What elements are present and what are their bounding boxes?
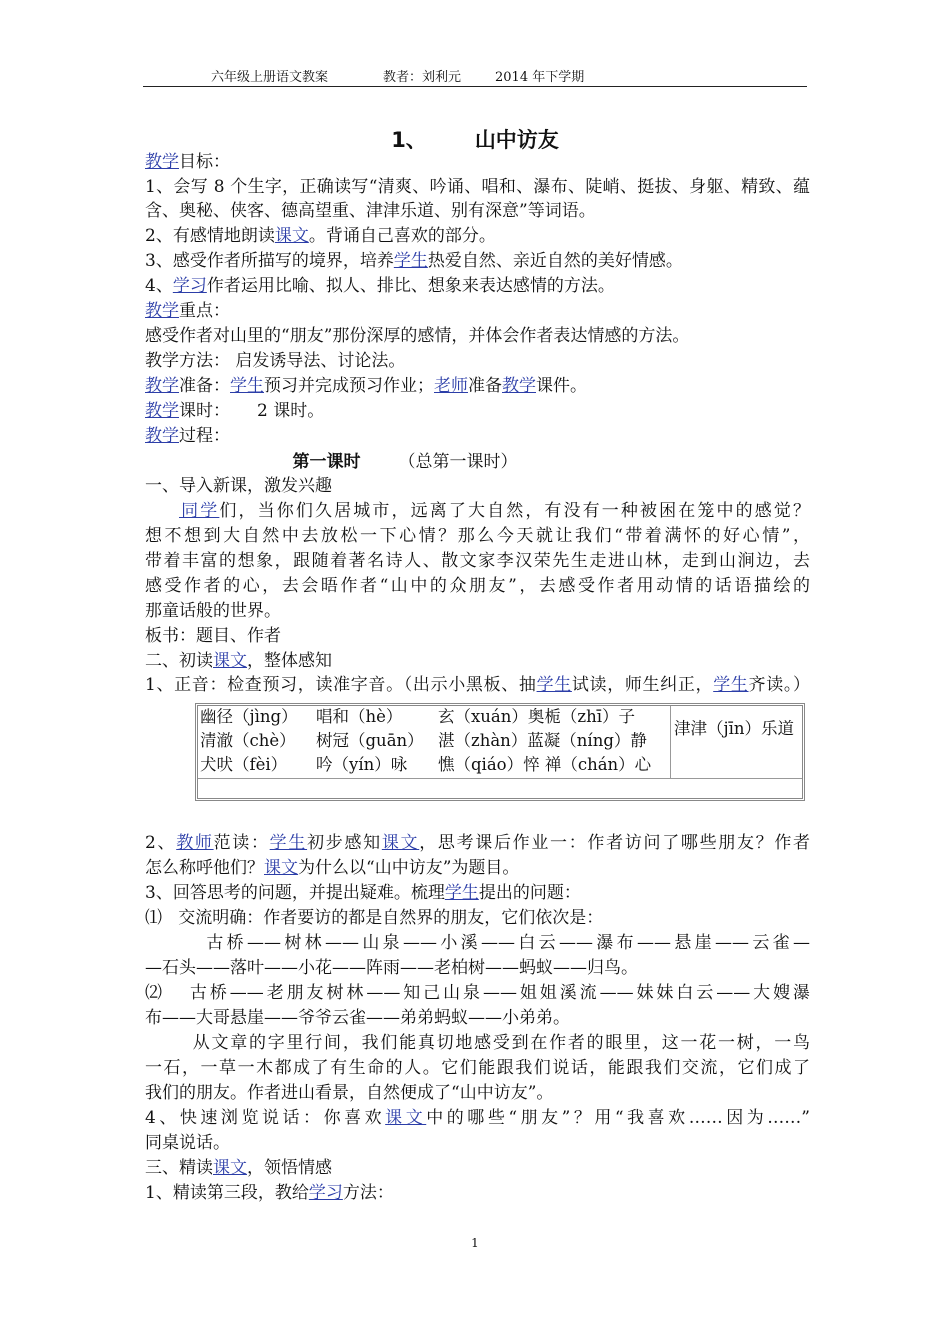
link-jiaoxue[interactable]: 教学	[145, 152, 179, 172]
section-1-line-1: 同学们，当你们久居城市，远离了大自然，有没有一种被困在笼中的感觉？	[179, 501, 811, 521]
objective-3: 3、感受作者所描写的境界，培养学生热爱自然、亲近自然的美好情感。	[145, 251, 683, 271]
link-kewen[interactable]: 课文	[381, 833, 420, 853]
objectives-label: 教学目标：	[145, 152, 230, 172]
pinyin-cell: 玄（xuán）奥栀（zhī）子	[438, 707, 635, 726]
page-number: 1	[471, 1236, 479, 1250]
pinyin-cell: 唱和（hè）	[316, 707, 403, 726]
pinyin-side-cell: 津津（jīn）乐道	[674, 719, 795, 738]
link-xuesheng[interactable]: 学生	[269, 833, 308, 853]
summary-line-1: 从文章的字里行间，我们能真切地感受到在作者的眼里，这一花一树，一鸟	[191, 1033, 810, 1053]
question-1: ⑴ 交流明确：作者要访的都是自然界的朋友，它们依次是：	[145, 908, 604, 928]
page-header	[143, 64, 807, 87]
objective-1-line-2: 含、奥秘、侠客、德高望重、津津乐道、别有深意”等词语。	[145, 201, 596, 221]
section-1-line-5: 那童话般的世界。	[145, 601, 281, 621]
section-2-heading: 二、初读课文，整体感知	[145, 651, 332, 671]
teaching-prep: 教学准备：学生预习并完成预习作业；老师准备教学课件。	[145, 376, 587, 396]
teaching-hours: 教学课时： 2 课时。	[145, 401, 325, 421]
section-1-line-4: 感受作者的心，去会晤作者“山中的众朋友”，去感受作者用动情的话语描绘的	[145, 576, 810, 596]
pinyin-cell: 吟（yín）咏	[316, 755, 408, 774]
friends-list-line-1: 古桥——树林——山泉——小溪——白云——瀑布——悬崖——云雀—	[203, 933, 810, 953]
link-xuesheng[interactable]: 学生	[393, 251, 428, 271]
link-xuexi[interactable]: 学习	[172, 276, 207, 296]
model-reading-step: 2、教师范读：学生初步感知课文，思考课后作业一：作者访问了哪些朋友？作者	[145, 833, 811, 853]
pinyin-cell: 树冠（guān）	[316, 731, 424, 750]
lesson-title: 第一课时	[292, 452, 361, 472]
header-course: 六年级上册语文教案	[211, 70, 329, 85]
table-divider	[670, 706, 671, 778]
teaching-method: 教学方法： 启发诱导法、讨论法。	[145, 351, 406, 371]
model-reading-line-2: 怎么称呼他们？课文为什么以“山中访友”为题目。	[145, 858, 520, 878]
link-kewen[interactable]: 课文	[213, 1158, 247, 1178]
link-kewen[interactable]: 课文	[385, 1108, 427, 1128]
link-kewen[interactable]: 课文	[264, 858, 298, 878]
section-1-line-2: 想不想到大自然中去放松一下心情？那么今天就让我们“带着满怀的好心情”，	[145, 526, 810, 546]
link-jiaoxue[interactable]: 教学	[502, 376, 536, 396]
board-note: 板书：题目、作者	[145, 626, 281, 646]
question-2: ⑵ 古桥——老朋友树林——知己山泉——姐姐溪流——妹妹白云——大嫂瀑	[145, 983, 810, 1003]
pronunciation-step: 1、正音：检查预习，读准字音。（出示小黑板、抽学生试读，师生纠正，学生齐读。）	[145, 675, 811, 695]
answer-step: 3、回答思考的问题，并提出疑难。梳理学生提出的问题：	[145, 883, 581, 903]
pinyin-cell: 湛（zhàn）蓝凝（níng）静	[438, 731, 647, 750]
link-xuesheng[interactable]: 学生	[230, 376, 264, 396]
browse-step: 4、快速浏览说话：你喜欢课文中的哪些“朋友”？用“我喜欢……因为……”	[145, 1108, 810, 1128]
header-term: 2014 年下学期	[495, 70, 585, 85]
focus-label: 教学重点：	[145, 301, 230, 321]
link-jiaoxue[interactable]: 教学	[145, 376, 179, 396]
table-divider	[198, 778, 802, 779]
section-1-heading: 一、导入新课，激发兴趣	[145, 476, 332, 496]
objective-2: 2、有感情地朗读课文。背诵自己喜欢的部分。	[145, 226, 496, 246]
section-3-step-1: 1、精读第三段，教给学习方法：	[145, 1183, 394, 1203]
question-2-line-2: 布——大哥悬崖——爷爷云雀——弟弟蚂蚁——小弟弟。	[145, 1008, 570, 1028]
title-number: 1、	[391, 128, 427, 152]
section-1-line-3: 带着丰富的想象，跟随着著名诗人、散文家李汉荣先生走进山林，走到山涧边，去	[145, 551, 810, 571]
title-text: 山中访友	[474, 128, 559, 152]
lesson-heading	[145, 450, 665, 474]
summary-line-2: 一石，一草一木都成了有生命的人。它们能跟我们说话，能跟我们交流，它们成了	[145, 1058, 810, 1078]
link-jiaoshi[interactable]: 教师	[176, 833, 214, 853]
link-xuesheng[interactable]: 学生	[536, 675, 572, 695]
section-3-heading: 三、精读课文，领悟情感	[145, 1158, 332, 1178]
link-jiaoxue[interactable]: 教学	[145, 426, 179, 446]
pinyin-cell: 憔（qiáo）悴 禅（chán）心	[438, 755, 652, 774]
pinyin-cell: 清澈（chè）	[200, 731, 296, 750]
browse-step-line-2: 同桌说话。	[145, 1133, 230, 1153]
pinyin-cell: 犬吠（fèi）	[200, 755, 288, 774]
link-jiaoxue[interactable]: 教学	[145, 301, 179, 321]
friends-list-line-2: —石头——落叶——小花——阵雨——老柏树——蚂蚁——归鸟。	[145, 958, 638, 978]
link-xuexi[interactable]: 学习	[308, 1183, 343, 1203]
objective-4: 4、学习作者运用比喻、拟人、排比、想象来表达感情的方法。	[145, 276, 615, 296]
link-kewen[interactable]: 课文	[213, 651, 247, 671]
link-xuesheng[interactable]: 学生	[444, 883, 479, 903]
link-jiaoxue[interactable]: 教学	[145, 401, 179, 421]
objective-1-line-1: 1、会写 8 个生字，正确读写“清爽、吟诵、唱和、瀑布、陡峭、挺拔、身躯、精致、蕴	[145, 177, 810, 197]
pinyin-table	[195, 703, 805, 801]
teaching-process: 教学过程：	[145, 426, 230, 446]
pinyin-cell: 幽径（jìng）	[200, 707, 298, 726]
lesson-note: （总第一课时）	[398, 452, 518, 472]
header-teacher: 教者：刘利元	[383, 70, 462, 85]
link-laoshi[interactable]: 老师	[434, 376, 468, 396]
link-tongxue[interactable]: 同学	[179, 501, 220, 521]
focus-text: 感受作者对山里的“朋友”那份深厚的感情，并体会作者表达情感的方法。	[145, 326, 690, 346]
link-kewen[interactable]: 课文	[274, 226, 309, 246]
summary-line-3: 我们的朋友。作者进山看景，自然便成了“山中访友”。	[145, 1083, 554, 1103]
link-xuesheng[interactable]: 学生	[713, 675, 749, 695]
